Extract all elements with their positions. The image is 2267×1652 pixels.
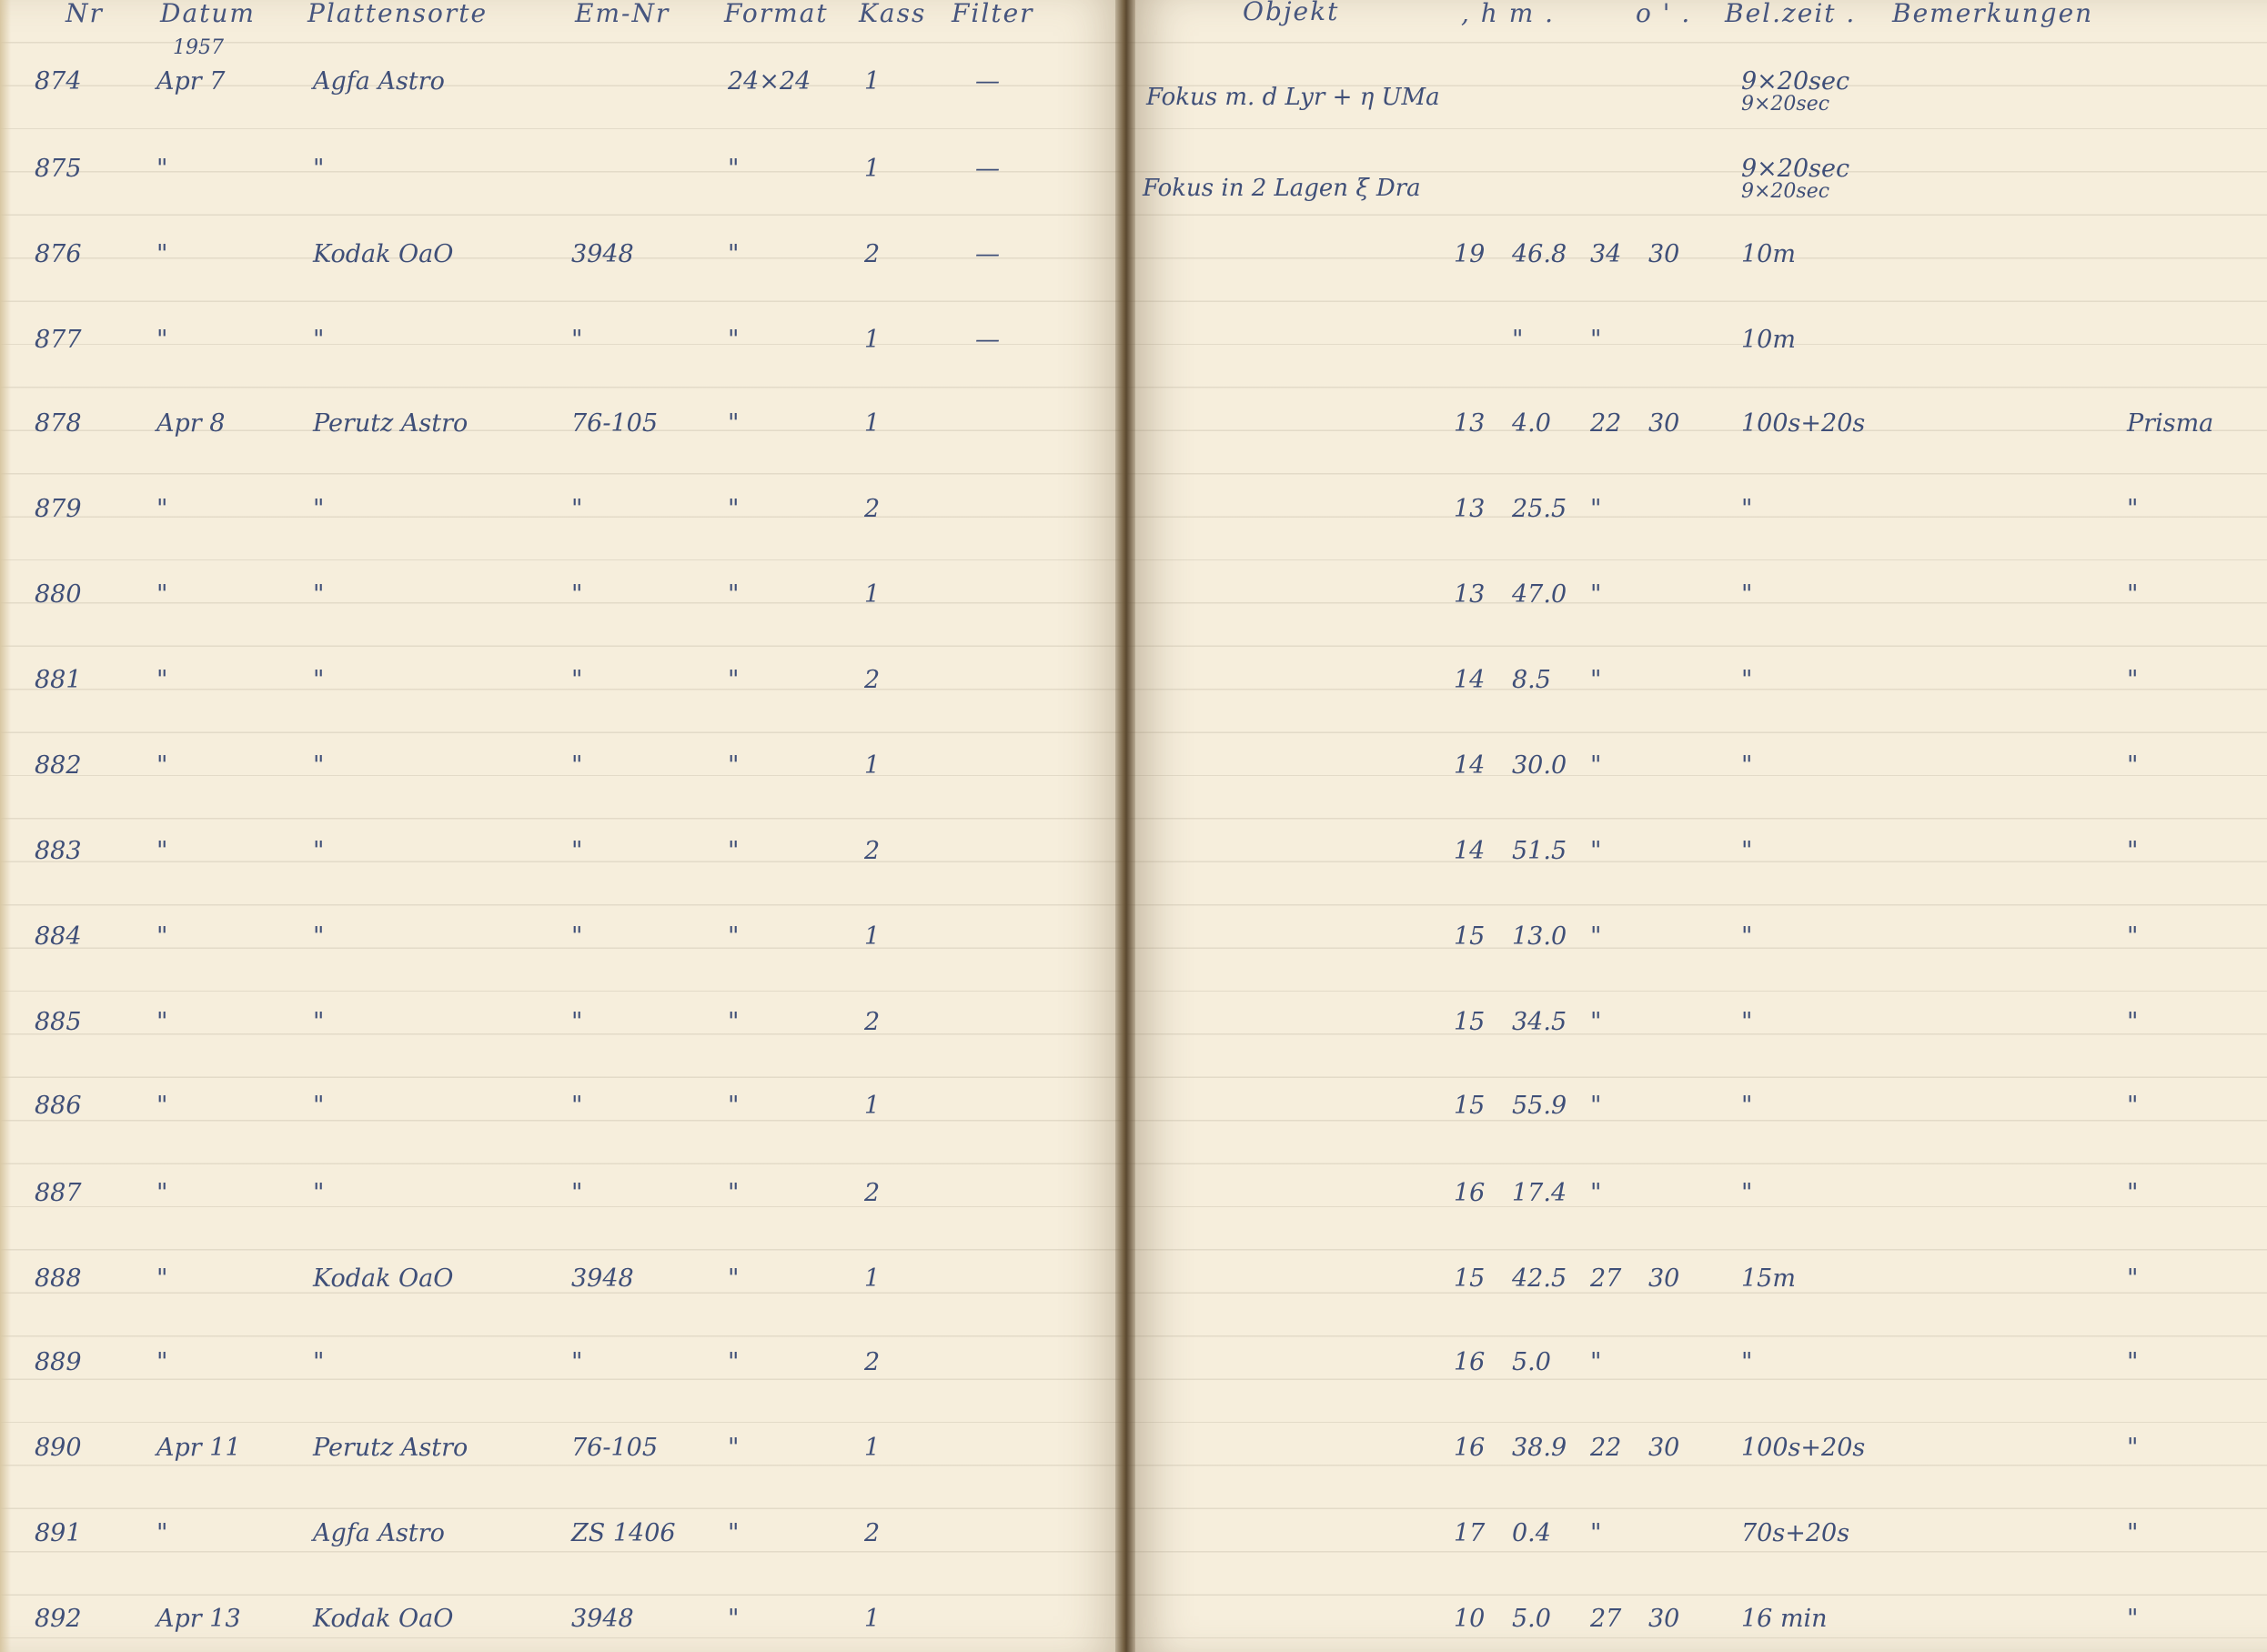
row-plattensorte: Kodak OaO xyxy=(313,240,454,268)
row-dec-min: 30 xyxy=(1648,409,1680,438)
row-ra-h: 10 xyxy=(1454,1605,1486,1633)
row-belzeit: " xyxy=(1741,837,1753,865)
row-dec-deg: " xyxy=(1590,922,1602,951)
row-ra-m: 38.9 xyxy=(1512,1434,1567,1462)
row-dec-min: 30 xyxy=(1648,1264,1680,1293)
row-plattensorte: " xyxy=(313,666,325,694)
row-datum: " xyxy=(156,837,168,865)
row-belzeit: 100s+20s xyxy=(1741,1434,1866,1462)
row-ra-m: 5.0 xyxy=(1512,1348,1551,1376)
row-nr: 882 xyxy=(35,751,82,780)
row-dec-deg: " xyxy=(1590,580,1602,609)
row-belzeit: 70s+20s xyxy=(1741,1519,1850,1547)
row-kass: 1 xyxy=(864,326,881,354)
row-ra-h: 15 xyxy=(1454,1264,1486,1293)
header-format: Format xyxy=(724,0,829,28)
row-em-nr: " xyxy=(571,837,583,865)
row-em-nr: " xyxy=(571,1179,583,1207)
row-nr: 889 xyxy=(35,1348,82,1376)
row-dec-deg: " xyxy=(1590,751,1602,780)
row-datum: " xyxy=(156,1008,168,1036)
row-nr: 891 xyxy=(35,1519,82,1547)
row-kass: 2 xyxy=(864,495,881,523)
row-plattensorte: " xyxy=(313,580,325,609)
header-plattensorte: Plattensorte xyxy=(307,0,489,28)
row-belzeit: " xyxy=(1741,922,1753,951)
row-datum: " xyxy=(156,1092,168,1120)
row-nr: 886 xyxy=(35,1092,82,1120)
row-kass: 1 xyxy=(864,1092,881,1120)
row-kass: 1 xyxy=(864,67,881,96)
row-belzeit: 10m xyxy=(1741,326,1796,354)
row-kass: 2 xyxy=(864,1179,881,1207)
row-filter: — xyxy=(975,67,1000,96)
row-ra-h: 13 xyxy=(1454,409,1486,438)
row-datum: Apr 8 xyxy=(156,409,226,438)
row-format: " xyxy=(728,1092,740,1120)
row-dec-min: 30 xyxy=(1648,1605,1680,1633)
row-ra-h: 13 xyxy=(1454,580,1486,609)
row-ra-m: 51.5 xyxy=(1512,837,1567,865)
row-ra-h: 16 xyxy=(1454,1179,1486,1207)
row-em-nr: " xyxy=(571,1092,583,1120)
row-format: " xyxy=(728,1434,740,1462)
row-dec-deg: " xyxy=(1590,1519,1602,1547)
row-belzeit: 16 min xyxy=(1741,1605,1828,1633)
row-plattensorte: Kodak OaO xyxy=(313,1605,454,1633)
row-kass: 1 xyxy=(864,155,881,183)
row-datum: " xyxy=(156,1519,168,1547)
row-nr: 884 xyxy=(35,922,82,951)
row-ra-h: 16 xyxy=(1454,1434,1486,1462)
row-format: " xyxy=(728,751,740,780)
row-bemerkungen: Prisma xyxy=(2127,409,2214,438)
row-datum: " xyxy=(156,495,168,523)
row-filter: — xyxy=(975,240,1000,268)
row-dec-deg: 27 xyxy=(1590,1605,1622,1633)
row-bemerkungen: " xyxy=(2127,580,2139,609)
row-plattensorte: " xyxy=(313,1348,325,1376)
row-format: 24×24 xyxy=(728,67,811,96)
row-belzeit: 100s+20s xyxy=(1741,409,1866,438)
row-em-nr: 3948 xyxy=(571,240,634,268)
row-ra-m: 47.0 xyxy=(1512,580,1567,609)
row-bemerkungen: " xyxy=(2127,1434,2139,1462)
row-format: " xyxy=(728,666,740,694)
row-kass: 1 xyxy=(864,1605,881,1633)
row-em-nr: 3948 xyxy=(571,1264,634,1293)
row-ra-m: 13.0 xyxy=(1512,922,1567,951)
row-ra-h: 14 xyxy=(1454,666,1486,694)
row-belzeit: 10m xyxy=(1741,240,1796,268)
focus-note-1: Fokus m. d Lyr + η UMa xyxy=(1146,84,1440,111)
row-kass: 2 xyxy=(864,837,881,865)
row-bemerkungen: " xyxy=(2127,837,2139,865)
row-belzeit-second: 9×20sec xyxy=(1741,93,1830,116)
row-ra-m: " xyxy=(1512,326,1524,354)
row-format: " xyxy=(728,240,740,268)
row-belzeit: " xyxy=(1741,1179,1753,1207)
row-ra-m: 30.0 xyxy=(1512,751,1567,780)
header-objekt: Objekt xyxy=(1243,0,1340,26)
row-nr: 879 xyxy=(35,495,82,523)
row-ra-m: 5.0 xyxy=(1512,1605,1551,1633)
row-em-nr: " xyxy=(571,1008,583,1036)
row-ra-h: 16 xyxy=(1454,1348,1486,1376)
header-datum: Datum xyxy=(160,0,256,28)
row-kass: 1 xyxy=(864,1434,881,1462)
row-kass: 2 xyxy=(864,240,881,268)
row-nr: 878 xyxy=(35,409,82,438)
row-dec-deg: " xyxy=(1590,1179,1602,1207)
row-format: " xyxy=(728,326,740,354)
header-ra: , h m . xyxy=(1461,0,1556,28)
row-bemerkungen: " xyxy=(2127,922,2139,951)
row-format: " xyxy=(728,1008,740,1036)
row-filter: — xyxy=(975,326,1000,354)
row-kass: 1 xyxy=(864,751,881,780)
row-ra-h: 19 xyxy=(1454,240,1486,268)
row-kass: 1 xyxy=(864,580,881,609)
row-nr: 874 xyxy=(35,67,82,96)
row-dec-deg: " xyxy=(1590,1348,1602,1376)
row-ra-h: 13 xyxy=(1454,495,1486,523)
row-ra-h: 14 xyxy=(1454,837,1486,865)
row-dec-deg: 34 xyxy=(1590,240,1622,268)
row-nr: 880 xyxy=(35,580,82,609)
row-dec-deg: 22 xyxy=(1590,1434,1622,1462)
row-nr: 877 xyxy=(35,326,82,354)
row-em-nr: " xyxy=(571,1348,583,1376)
row-bemerkungen: " xyxy=(2127,1519,2139,1547)
header-kass: Kass xyxy=(859,0,927,28)
row-em-nr: " xyxy=(571,922,583,951)
row-datum: " xyxy=(156,326,168,354)
row-kass: 1 xyxy=(864,1264,881,1293)
focus-note-2: Fokus in 2 Lagen ξ Dra xyxy=(1143,175,1421,202)
row-dec-deg: " xyxy=(1590,326,1602,354)
row-bemerkungen: " xyxy=(2127,1179,2139,1207)
row-plattensorte: Perutz Astro xyxy=(313,409,469,438)
row-belzeit-second: 9×20sec xyxy=(1741,180,1830,203)
row-datum: Apr 13 xyxy=(156,1605,241,1633)
row-ra-m: 4.0 xyxy=(1512,409,1551,438)
row-dec-deg: " xyxy=(1590,1092,1602,1120)
row-datum: " xyxy=(156,1348,168,1376)
row-ra-m: 25.5 xyxy=(1512,495,1567,523)
row-plattensorte: " xyxy=(313,922,325,951)
row-format: " xyxy=(728,922,740,951)
row-nr: 885 xyxy=(35,1008,82,1036)
row-plattensorte: " xyxy=(313,495,325,523)
row-em-nr: " xyxy=(571,666,583,694)
row-nr: 887 xyxy=(35,1179,82,1207)
row-dec-deg: 27 xyxy=(1590,1264,1622,1293)
row-format: " xyxy=(728,155,740,183)
row-datum: " xyxy=(156,922,168,951)
row-belzeit: " xyxy=(1741,580,1753,609)
row-bemerkungen: " xyxy=(2127,495,2139,523)
row-plattensorte: " xyxy=(313,155,325,183)
row-nr: 883 xyxy=(35,837,82,865)
row-plattensorte: " xyxy=(313,326,325,354)
row-em-nr: " xyxy=(571,751,583,780)
row-ra-m: 34.5 xyxy=(1512,1008,1567,1036)
row-em-nr: " xyxy=(571,580,583,609)
row-belzeit: " xyxy=(1741,751,1753,780)
row-format: " xyxy=(728,1348,740,1376)
header-filter: Filter xyxy=(952,0,1034,28)
row-plattensorte: " xyxy=(313,837,325,865)
row-datum: " xyxy=(156,580,168,609)
row-belzeit: 15m xyxy=(1741,1264,1796,1293)
row-plattensorte: Agfa Astro xyxy=(313,67,445,96)
header-nr: Nr xyxy=(65,0,104,28)
row-datum: " xyxy=(156,240,168,268)
row-belzeit: " xyxy=(1741,1348,1753,1376)
row-em-nr: 76-105 xyxy=(571,1434,659,1462)
row-plattensorte: Kodak OaO xyxy=(313,1264,454,1293)
row-nr: 890 xyxy=(35,1434,82,1462)
row-em-nr: 3948 xyxy=(571,1605,634,1633)
row-belzeit: " xyxy=(1741,495,1753,523)
row-ra-m: 55.9 xyxy=(1512,1092,1567,1120)
row-datum: Apr 11 xyxy=(156,1434,241,1462)
row-bemerkungen: " xyxy=(2127,1008,2139,1036)
row-nr: 876 xyxy=(35,240,82,268)
row-datum: " xyxy=(156,1264,168,1293)
row-ra-h: 14 xyxy=(1454,751,1486,780)
row-kass: 2 xyxy=(864,1348,881,1376)
header-belzeit: Bel.zeit . xyxy=(1725,0,1857,28)
row-ra-h: 15 xyxy=(1454,1008,1486,1036)
row-bemerkungen: " xyxy=(2127,1605,2139,1633)
row-bemerkungen: " xyxy=(2127,751,2139,780)
row-dec-deg: " xyxy=(1590,495,1602,523)
row-belzeit: " xyxy=(1741,666,1753,694)
row-belzeit: " xyxy=(1741,1092,1753,1120)
row-dec-min: 30 xyxy=(1648,240,1680,268)
row-nr: 888 xyxy=(35,1264,82,1293)
right-page xyxy=(1126,0,2267,1652)
row-datum: " xyxy=(156,155,168,183)
row-dec-deg: " xyxy=(1590,1008,1602,1036)
row-datum: Apr 7 xyxy=(156,67,226,96)
row-filter: — xyxy=(975,155,1000,183)
header-dec: o ' . xyxy=(1636,0,1692,28)
row-ra-m: 0.4 xyxy=(1512,1519,1551,1547)
row-datum: " xyxy=(156,666,168,694)
row-bemerkungen: " xyxy=(2127,1348,2139,1376)
header-em-nr: Em-Nr xyxy=(575,0,670,28)
row-em-nr: " xyxy=(571,495,583,523)
row-datum: " xyxy=(156,1179,168,1207)
row-format: " xyxy=(728,837,740,865)
row-plattensorte: " xyxy=(313,751,325,780)
row-format: " xyxy=(728,1264,740,1293)
row-datum: " xyxy=(156,751,168,780)
row-format: " xyxy=(728,495,740,523)
row-plattensorte: Agfa Astro xyxy=(313,1519,445,1547)
book-gutter xyxy=(1115,0,1135,1652)
row-ra-m: 8.5 xyxy=(1512,666,1551,694)
row-belzeit: 9×20sec xyxy=(1741,67,1850,96)
row-bemerkungen: " xyxy=(2127,1264,2139,1293)
row-ra-m: 46.8 xyxy=(1512,240,1567,268)
header-bemerkungen: Bemerkungen xyxy=(1892,0,2094,28)
row-format: " xyxy=(728,1605,740,1633)
row-ra-h: 17 xyxy=(1454,1519,1486,1547)
row-nr: 875 xyxy=(35,155,82,183)
row-belzeit: 9×20sec xyxy=(1741,155,1850,183)
row-plattensorte: " xyxy=(313,1179,325,1207)
row-kass: 1 xyxy=(864,922,881,951)
year-label: 1957 xyxy=(173,36,224,59)
row-plattensorte: " xyxy=(313,1008,325,1036)
row-em-nr: " xyxy=(571,326,583,354)
row-bemerkungen: " xyxy=(2127,666,2139,694)
row-kass: 2 xyxy=(864,666,881,694)
row-nr: 892 xyxy=(35,1605,82,1633)
row-em-nr: 76-105 xyxy=(571,409,659,438)
row-format: " xyxy=(728,1519,740,1547)
row-format: " xyxy=(728,1179,740,1207)
row-dec-deg: " xyxy=(1590,666,1602,694)
left-page xyxy=(0,0,1126,1652)
row-plattensorte: Perutz Astro xyxy=(313,1434,469,1462)
row-kass: 1 xyxy=(864,409,881,438)
row-ra-h: 15 xyxy=(1454,922,1486,951)
row-em-nr: ZS 1406 xyxy=(571,1519,676,1547)
row-ra-h: 15 xyxy=(1454,1092,1486,1120)
row-dec-min: 30 xyxy=(1648,1434,1680,1462)
row-format: " xyxy=(728,409,740,438)
row-kass: 2 xyxy=(864,1519,881,1547)
row-ra-m: 42.5 xyxy=(1512,1264,1567,1293)
row-bemerkungen: " xyxy=(2127,1092,2139,1120)
row-belzeit: " xyxy=(1741,1008,1753,1036)
page-edge xyxy=(0,0,11,1652)
row-dec-deg: " xyxy=(1590,837,1602,865)
row-dec-deg: 22 xyxy=(1590,409,1622,438)
row-ra-m: 17.4 xyxy=(1512,1179,1567,1207)
row-format: " xyxy=(728,580,740,609)
row-kass: 2 xyxy=(864,1008,881,1036)
row-nr: 881 xyxy=(35,666,82,694)
row-plattensorte: " xyxy=(313,1092,325,1120)
